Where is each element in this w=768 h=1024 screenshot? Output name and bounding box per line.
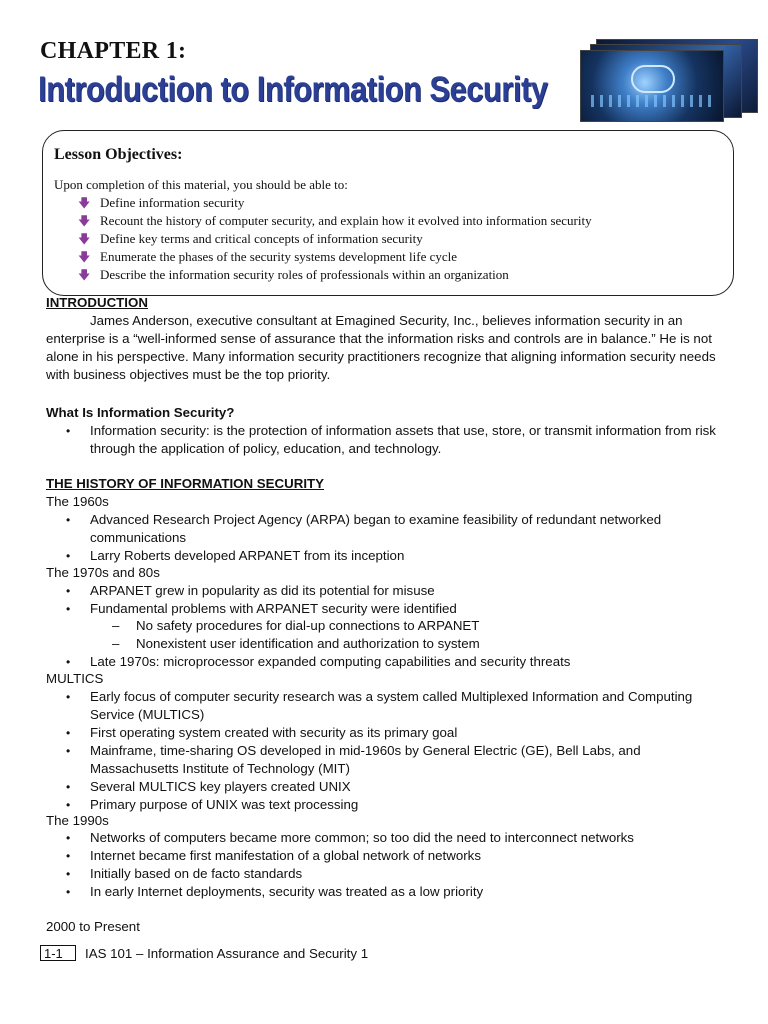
- arrow-down-icon: 🡇: [78, 214, 91, 228]
- list-item: • Fundamental problems with ARPANET security were identified: [66, 600, 726, 618]
- what-is-list: [66, 422, 726, 458]
- era-multics: MULTICS: [46, 671, 104, 686]
- list-item: • Initially based on de facto standards: [66, 865, 726, 883]
- list-item: • Networks of computers became more common; so too did the need to interconnect networks: [66, 829, 726, 847]
- sublist-1970s: [112, 617, 480, 653]
- header-image-cloud-security: [580, 50, 724, 122]
- what-is-heading: What Is Information Security?: [46, 405, 235, 420]
- list-item: • Primary purpose of UNIX was text processing: [66, 796, 726, 814]
- arrow-down-icon: 🡇: [78, 268, 91, 282]
- list-item: • Advanced Research Project Agency (ARPA) began to examine feasibility of redundant networked communications: [66, 511, 726, 547]
- era-1960s: The 1960s: [46, 494, 109, 509]
- list-item: • ARPANET grew in popularity as did its potential for misuse: [66, 582, 726, 600]
- list-item: • First operating system created with security as its primary goal: [66, 724, 726, 742]
- objectives-intro: Upon completion of this material, you should be able to:: [54, 177, 348, 192]
- introduction-heading: INTRODUCTION: [46, 295, 148, 310]
- objectives-list: [78, 194, 592, 284]
- arrow-down-icon: 🡇: [78, 250, 91, 264]
- list-multics: [66, 688, 726, 814]
- chapter-title: Introduction to Information Security: [38, 70, 548, 109]
- history-heading: THE HISTORY OF INFORMATION SECURITY: [46, 476, 325, 491]
- network-dots-decoration: [591, 95, 711, 107]
- list-item: • In early Internet deployments, security was treated as a low priority: [66, 883, 726, 901]
- list-item: • Information security: is the protection of information assets that use, store, or transmit information from risk through the application of policy, education, and technology.: [66, 422, 726, 458]
- objective-item: 🡇 Define information security: [78, 195, 245, 210]
- list-item: • Mainframe, time-sharing OS developed in mid-1960s by General Electric (GE), Bell Labs, and Massachusetts Institute of Technology (MIT): [66, 742, 726, 778]
- page-number: 1-1: [40, 945, 76, 961]
- list-item: – No safety procedures for dial-up connections to ARPANET: [112, 617, 480, 635]
- era-1990s: The 1990s: [46, 813, 109, 828]
- objective-item: 🡇 Enumerate the phases of the security systems development life cycle: [78, 249, 458, 264]
- objectives-heading: Lesson Objectives:: [54, 146, 183, 163]
- list-1990s: [66, 829, 726, 901]
- footer-course-title: IAS 101 – Information Assurance and Security 1: [85, 946, 369, 961]
- objective-item: 🡇 Define key terms and critical concepts of information security: [78, 231, 423, 246]
- introduction-paragraph: James Anderson, executive consultant at Emagined Security, Inc., believes information security in an enterprise is a “well-informed sense of assurance that the information risks and controls are in balance.” He is not alone in his perspective. Many information security practitioners recognize that aligning information security needs with business objectives must be the top priority.: [46, 313, 716, 382]
- list-item: • Several MULTICS key players created UNIX: [66, 778, 726, 796]
- list-1960s: [66, 511, 726, 565]
- objective-item: 🡇 Describe the information security roles of professionals within an organization: [78, 267, 509, 282]
- list-1970s: [66, 582, 726, 618]
- list-item: • Larry Roberts developed ARPANET from its inception: [66, 547, 726, 565]
- era-2000: 2000 to Present: [46, 919, 140, 934]
- list-late-1970s: [66, 653, 726, 671]
- list-item: • Late 1970s: microprocessor expanded computing capabilities and security threats: [66, 653, 726, 671]
- arrow-down-icon: 🡇: [78, 232, 91, 246]
- cloud-icon: [631, 65, 675, 93]
- objective-item: 🡇 Recount the history of computer security, and explain how it evolved into information security: [78, 213, 592, 228]
- arrow-down-icon: 🡇: [78, 196, 91, 210]
- list-item: • Early focus of computer security research was a system called Multiplexed Information and Computing Service (MULTICS): [66, 688, 726, 724]
- era-1970s: The 1970s and 80s: [46, 565, 160, 580]
- list-item: – Nonexistent user identification and authorization to system: [112, 635, 480, 653]
- chapter-label: CHAPTER 1:: [40, 38, 187, 64]
- list-item: • Internet became first manifestation of a global network of networks: [66, 847, 726, 865]
